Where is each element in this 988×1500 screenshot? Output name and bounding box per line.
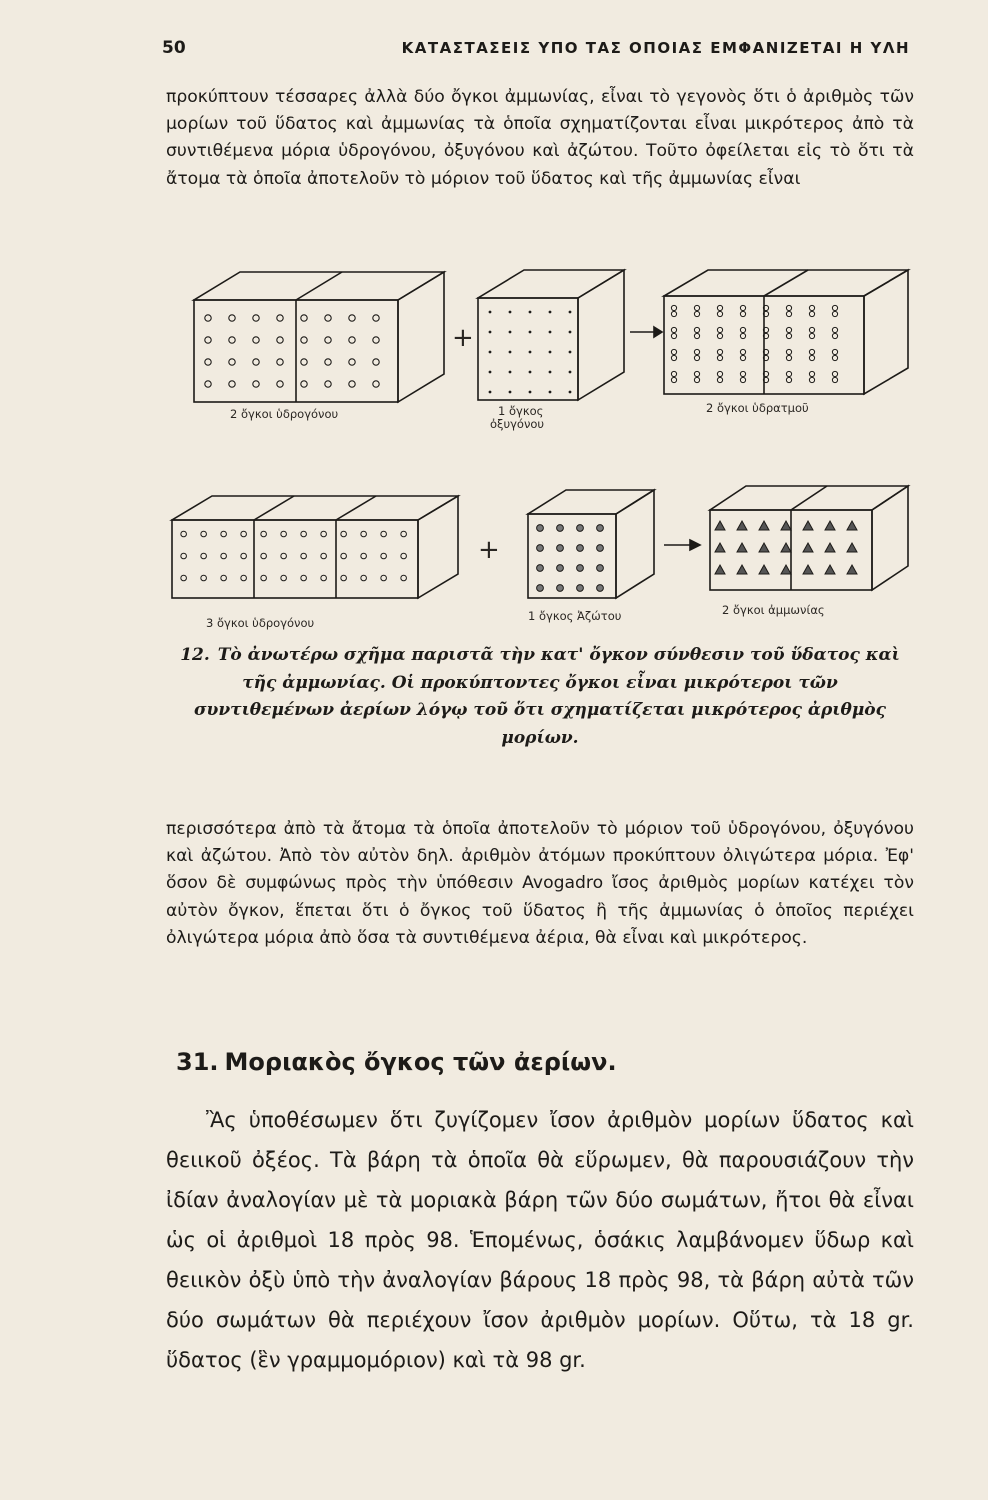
caption-number: 12. (180, 645, 210, 665)
caption-text: Τὸ ἀνωτέρω σχῆμα παριστᾶ τὴν κατ' ὄγκον σύνθεσιν τοῦ ὕδατος καὶ τῆς ἀμμωνίας. Οἱ προκύπτοντες ὄγκοι εἶναι μικρότεροι τῶν συντιθεμένων ἀερίων λόγῳ τοῦ ὅτι σχηματίζεται μικρότερος ἀριθμὸς μορίων. (194, 645, 900, 748)
hydrogen-molecules (205, 315, 379, 387)
ammonia-2-volumes-cube (710, 486, 908, 590)
section-number: 31. (176, 1048, 219, 1076)
page-number: 50 (162, 38, 186, 58)
paragraph-1: προκύπτουν τέσσαρες ἀλλὰ δύο ὄγκοι ἀμμωνίας, εἶναι τὸ γεγονὸς ὅτι ὁ ἀριθμὸς τῶν μορίων τοῦ ὕδατος καὶ ἀμμωνίας τὰ ὁποῖα σχηματίζονται εἶναι μικρότερος ἀπὸ τὰ συντιθέμενα μόρια ὑδρογόνου, ὀξυγόνου καὶ ἀζώτου. Τοῦτο ὀφείλεται εἰς τὸ ὅτι τὰ ἄτομα τὰ ὁποῖα ἀποτελοῦν τὸ μόριον τοῦ ὕδατος καὶ τῆς ἀμμωνίας εἶναι (166, 87, 914, 189)
plus-sign-row-1: + (452, 323, 474, 353)
label-oxygen-line2: ὀξυγόνου (490, 417, 545, 431)
label-ammonia: 2 ὄγκοι ἀμμωνίας (722, 603, 825, 617)
nitrogen-1-volume-cube (528, 490, 654, 598)
section-heading (176, 1048, 623, 1076)
oxygen-1-volume-cube (478, 270, 624, 400)
paragraph-2: περισσότερα ἀπὸ τὰ ἄτομα τὰ ὁποῖα ἀποτελοῦν τὸ μόριον τοῦ ὑδρογόνου, ὀξυγόνου καὶ ἀζώτου. Ἀπὸ τὸν αὐτὸν δηλ. ἀριθμὸν ἀτόμων προκύπτουν ὀλιγώτερα μόρια. Ἐφ' ὅσον δὲ συμφώνως πρὸς τὴν ὑπόθεσιν Avogadro ἴσος ἀριθμὸς μορίων κατέχει τὸν αὐτὸν ὄγκον, ἕπεται ὅτι ὁ ὄγκος τοῦ ὕδατος ἢ τῆς ἀμμωνίας ὁ ὁποῖος περιέχει ὀλιγώτερα μόρια ἀπὸ ὅσα τὰ συντιθέμενα ἀέρια, θὰ εἶναι καὶ μικρότερος. (166, 819, 914, 948)
label-hydrogen-2: 2 ὄγκοι ὑδρογόνου (230, 407, 339, 421)
figure-12-diagram (0, 0, 988, 640)
figure-caption (170, 642, 910, 752)
label-hydrogen-3: 3 ὄγκοι ὑδρογόνου (206, 616, 315, 630)
hydrogen-2-volumes-cube (194, 272, 444, 402)
label-water-vapour: 2 ὄγκοι ὑδρατμοῦ (706, 401, 809, 415)
water-vapour-2-volumes-cube (664, 270, 908, 394)
running-title: ΚΑΤΑΣΤΑΣΕΙΣ ΥΠΟ ΤΑΣ ΟΠΟΙΑΣ ΕΜΦΑΝΙΖΕΤΑΙ Η ΥΛΗ (401, 39, 910, 57)
plus-sign-row-2: + (478, 535, 500, 565)
label-nitrogen: 1 ὄγκος Ἀζώτου (528, 609, 622, 623)
label-oxygen-line1: 1 ὄγκος (498, 404, 544, 418)
section-title-text: Μοριακὸς ὄγκος τῶν ἀερίων. (224, 1048, 617, 1076)
paragraph-3: Ἂς ὑποθέσωμεν ὅτι ζυγίζομεν ἴσον ἀριθμὸν μορίων ὕδατος καὶ θειικοῦ ὀξέος. Τὰ βάρη τὰ ὁποῖα θὰ εὕρωμεν, θὰ παρουσιάζουν τὴν ἰδίαν ἀναλογίαν μὲ τὰ μοριακὰ βάρη τῶν δύο σωμάτων, ἤτοι θὰ εἶναι ὡς οἱ ἀριθμοὶ 18 πρὸς 98. Ἑπομένως, ὁσάκις λαμβάνομεν ὕδωρ καὶ θειικὸν ὀξὺ ὑπὸ τὴν ἀναλογίαν βάρους 18 πρὸς 98, τὰ βάρη αὐτὰ τῶν δύο σωμάτων θὰ περιέχουν ἴσον ἀριθμὸν μορίων. Οὕτω, τὰ 18 gr. ὕδατος (ἓν γραμμομόριον) καὶ τὰ 98 gr. (166, 1108, 914, 1372)
hydrogen-3-volumes-cube (172, 496, 458, 598)
